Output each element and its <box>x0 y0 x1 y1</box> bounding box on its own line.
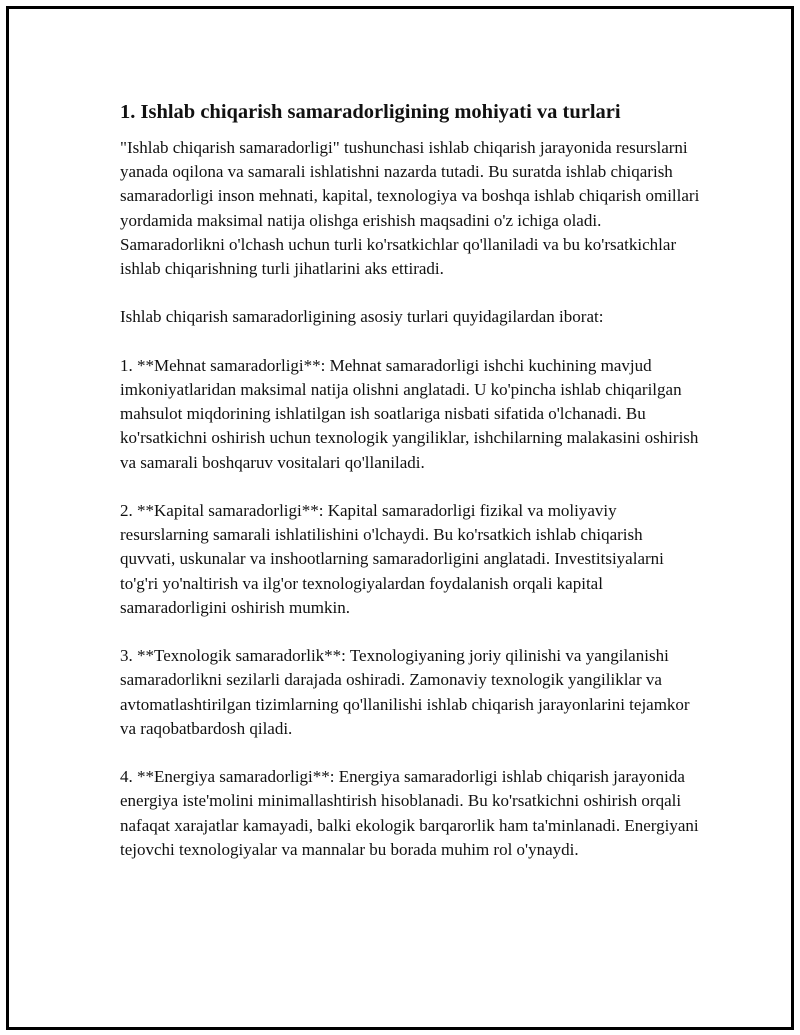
types-intro-paragraph: Ishlab chiqarish samaradorligining asosiy turlari quyidagilardan iborat: <box>120 307 604 327</box>
list-item-labor-productivity: 1. **Mehnat samaradorligi**: Mehnat samaradorligi ishchi kuchining mavjud imkoniyatlaridan maksimal natija olishni anglatadi. U ko'pincha ishlab chiqarilgan mahsulot miqdorining ishlatilgan ish soatlariga nisbati sifatida o'lchanadi. Bu ko'rsatkichni oshirish uchun texnologik yangiliklar, ishchilarning malakasini oshirish va samarali boshqaruv vositalari qo'llaniladi. <box>120 355 699 472</box>
list-item-technological-efficiency: 3. **Texnologik samaradorlik**: Texnologiyaning joriy qilinishi va yangilanishi samaradorlikni sezilarli darajada oshiradi. Zamonaviy texnologik yangiliklar va avtomatlashtirilgan tizimlarning qo'llanilishi ishlab chiqarish jarayonlarini tejamkor va raqobatbardosh qiladi. <box>120 646 690 738</box>
document-page <box>6 6 794 1030</box>
document-content <box>120 99 700 886</box>
list-item-capital-productivity: 2. **Kapital samaradorligi**: Kapital samaradorligi fizikal va moliyaviy resurslarning samarali ishlatilishini o'lchaydi. Bu ko'rsatkich ishlab chiqarish quvvati, uskunalar va inshootlarning samaradorligini anglatadi. Investitsiyalarni to'g'ri yo'naltirish va ilg'or texnologiyalardan foydalanish orqali kapital samaradorligini oshirish mumkin. <box>120 501 664 617</box>
intro-paragraph: "Ishlab chiqarish samaradorligi" tushunchasi ishlab chiqarish jarayonida resurslarni yanada oqilona va samarali ishlatishni nazarda tutadi. Bu suratda ishlab chiqarish samaradorligi inson mehnati, kapital, texnologiya va boshqa ishlab chiqarish omillari yordamida maksimal natija olishga erishish maqsadini o'z ichiga oladi. Samaradorlikni o'lchash uchun turli ko'rsatkichlar qo'llaniladi va bu ko'rsatkichlar ishlab chiqarishning turli jihatlarini aks ettiradi. <box>120 138 700 279</box>
document-title: 1. Ishlab chiqarish samaradorligining mohiyati va turlari <box>120 101 621 123</box>
list-item-energy-efficiency: 4. **Energiya samaradorligi**: Energiya samaradorligi ishlab chiqarish jarayonida energiya iste'molini minimallashtirish hisoblanadi. Bu ko'rsatkichni oshirish orqali nafaqat xarajatlar kamayadi, balki ekologik barqarorlik ham ta'minlanadi. Energiyani tejovchi texnologiyalar va mannalar bu borada muhim rol o'ynaydi. <box>120 767 699 859</box>
